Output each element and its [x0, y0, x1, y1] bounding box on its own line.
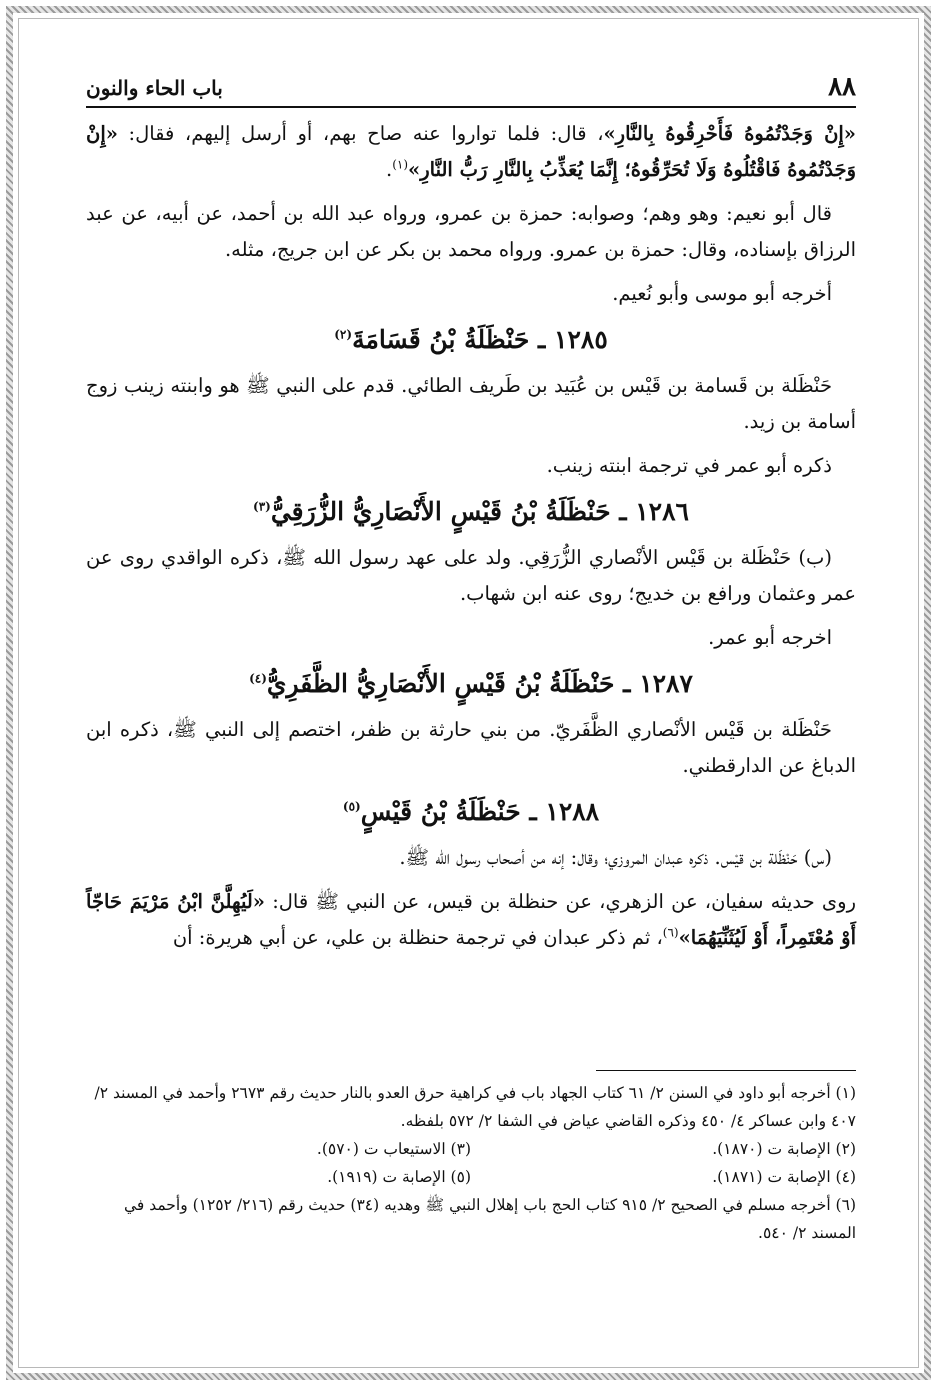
paragraph-end: . [386, 158, 393, 181]
footnote-ref-6: (٦) [662, 925, 679, 940]
entry-1287-text: حَنْظَلة بن قَيْس الأنْصاري الظَّفَريّ. من بني حارثة بن ظفر، اختصم إلى النبي ﷺ، ذكره ابن الدباغ عن الدارقطني. [86, 718, 856, 777]
entry-heading-1288 [86, 792, 856, 832]
footnote-6: (٦) أخرجه مسلم في الصحيح ٢/ ٩١٥ كتاب الحج باب إهلال النبي ﷺ وهديه (٣٤) حديث رقم (٢١٦/ ١٢٥٢) وأحمد في المسند ٢/ ٥٤٠. [123, 1196, 856, 1242]
footnote-5: (٥) الإصابة ت (١٩١٩). [327, 1168, 471, 1186]
page-number: ٨٨ [828, 72, 856, 102]
entry-1285-text: حَنْظَلة بن قَسامة بن قَيْس بن عُبَيد بن طَريف الطائي. قدم على النبي ﷺ هو وابنته زينب زوج أسامة بن زيد. [86, 374, 856, 433]
footnote-2: (٢) الإصابة ت (١٨٧٠). [712, 1140, 856, 1158]
footnote-ref-1: (١) [392, 157, 409, 172]
footnote-1: (١) أخرجه أبو داود في السنن ٢/ ٦١ كتاب الجهاد باب في كراهية حرق العدو بالنار حديث رقم ٢٦٧٣ وأحمد في المسند ٢/ ٤٠٧ وابن عساكر ٤/ ٤٥٠ وذكره القاضي عياض في الشفا ٢/ ٥٧٢ بلفظه. [94, 1084, 856, 1130]
running-title: باب الحاء والنون [86, 76, 223, 100]
entry-heading-text: ١٢٨٥ ـ حَنْظَلَةُ بْنُ قَسَامَةَ [352, 325, 608, 354]
paragraph-abu-nuaym: قال أبو نعيم: وهو وهم؛ وصوابه: حمزة بن عمرو، ورواه عبد الله بن أحمد، عن أبيه، عن عبد الرزاق بإسناده، وقال: حمزة بن عمرو. ورواه محمد بن بكر عن ابن جريج، مثله. [86, 202, 856, 261]
footnote-3: (٣) الاستيعاب ت (٥٧٠). [316, 1140, 471, 1158]
entry-1285-attribution: ذكره أبو عمر في ترجمة ابنته زينب. [546, 454, 832, 477]
footnotes [86, 1070, 856, 1247]
footnote-divider [596, 1070, 856, 1071]
hadith-quote-1: «إِنْ وَجَدْتُمُوهُ فَأَحْرِقُوهُ بِالنَّارِ» [603, 122, 856, 145]
entry-heading-text: ١٢٨٨ ـ حَنْظَلَةُ بْنُ قَيْسٍ [360, 797, 600, 826]
page-body [86, 116, 856, 956]
entry-1288-hadith [86, 884, 856, 956]
paragraph-attribution: أخرجه أبو موسى وأبو نُعيم. [612, 282, 832, 305]
footnote-row [86, 1163, 856, 1191]
footnote-ref-3: (٣) [253, 499, 271, 514]
entry-heading-1286 [86, 492, 856, 532]
entry-1286-attribution: اخرجه أبو عمر. [708, 626, 832, 649]
footnote-ref-2: (٢) [334, 327, 353, 342]
book-page [86, 70, 856, 1340]
footnote-4: (٤) الإصابة ت (١٨٧١). [712, 1168, 856, 1186]
entry-heading-text: ١٢٨٦ ـ حَنْظَلَةُ بْنُ قَيْسٍ الأَنْصَارِيُّ الزُّرَقِيُّ [270, 497, 689, 526]
hadith-quote-3: «لَيُهِلَّنَّ ابْنُ مَرْيَمَ حَاجّاً أَوْ مُعْتَمِراً، أَوْ لَيُثَنِّيَهُمَا» [86, 890, 856, 949]
entry-heading-text: ١٢٨٧ ـ حَنْظَلَةُ بْنُ قَيْسٍ الأَنْصَارِيُّ الظَّفَرِيُّ [266, 669, 693, 698]
paragraph-text: روى حديثه سفيان، عن الزهري، عن حنظلة بن قيس، عن النبي ﷺ قال: [264, 890, 856, 913]
entry-heading-1285 [86, 320, 856, 360]
hadith-quote-2: «إِنْ وَجَدْتُمُوهُ فَاقْتُلُوهُ وَلَا تُحَرِّقُوهُ؛ إِنَّمَا يُعَذِّبُ بِالنَّارِ رَبُّ النَّارِ» [86, 122, 856, 181]
paragraph-hadith-opening [86, 116, 856, 188]
page-header [86, 70, 856, 108]
entry-1288-text: (س) حَنْظَلة بن قيْس. ذكره عبدان المروزي؛ وقال: إنه من أصحاب رسول الله ﷺ. [399, 846, 832, 869]
paragraph-text: ، قال: فلما تواروا عنه صاح بهم، أو أرسل إليهم، فقال: [117, 122, 604, 145]
footnote-ref-4: (٤) [249, 671, 267, 686]
footnote-ref-5: (٥) [342, 799, 361, 814]
entry-1286-text: (ب) حَنْظَلة بن قَيْس الأنْصاري الزُّرَقِي. ولد على عهد رسول الله ﷺ، ذكره الواقدي روى عن عمر وعثمان ورافع بن خديج؛ روى عنه ابن شهاب. [86, 546, 856, 605]
footnote-row [86, 1135, 856, 1163]
entry-heading-1287 [86, 664, 856, 704]
paragraph-text: ، ثم ذكر عبدان في ترجمة حنظلة بن علي، عن أبي هريرة: أن [172, 926, 663, 949]
